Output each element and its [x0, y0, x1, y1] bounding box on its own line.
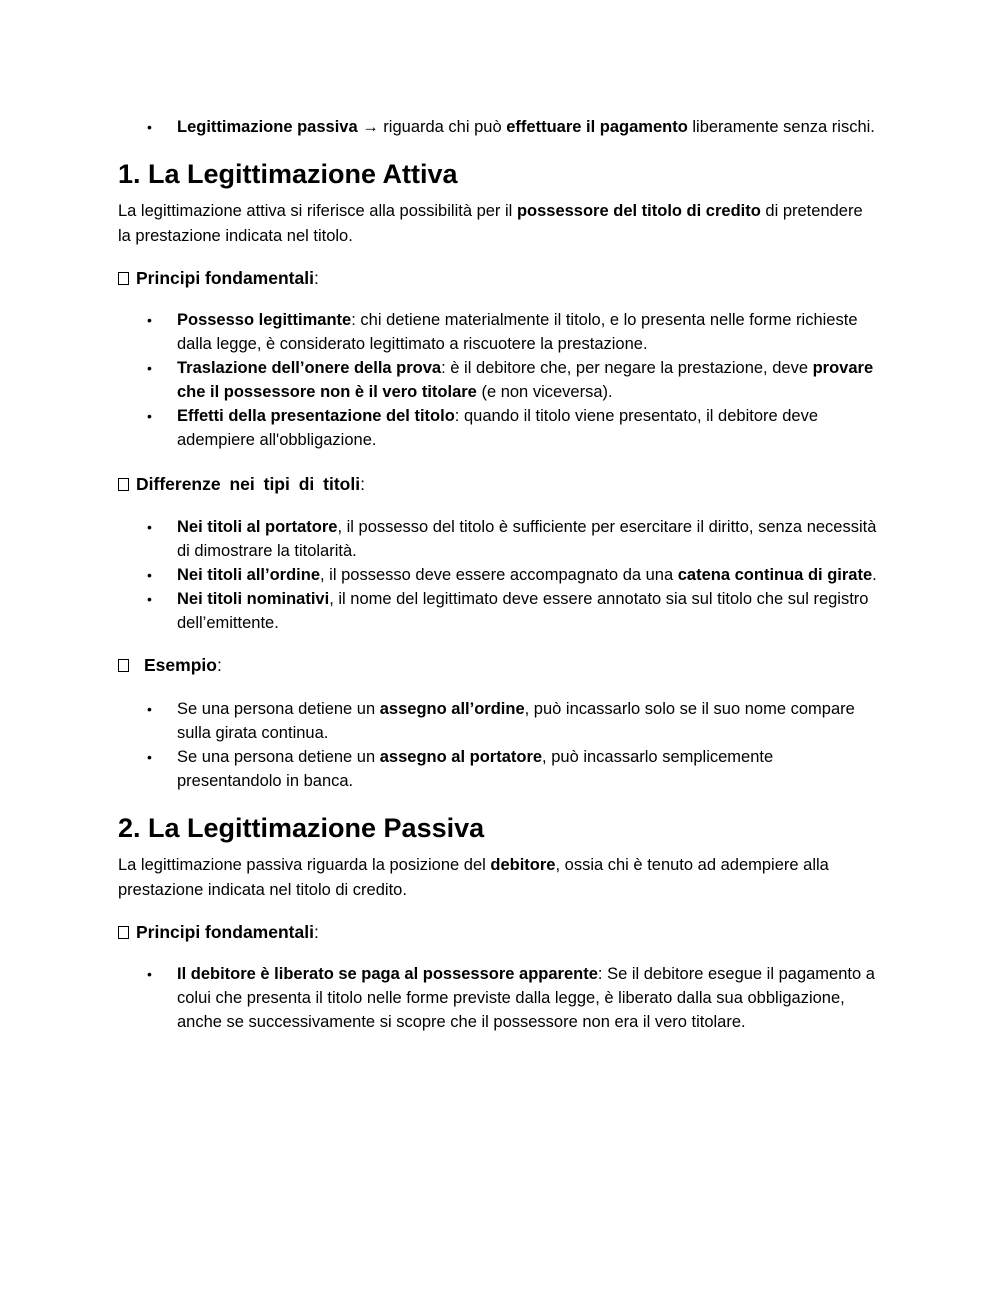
subheading-principi-passiva: Principi fondamentali: [118, 920, 880, 944]
text-run: , può incassarlo semplicemente presentandolo in banca. [177, 748, 774, 790]
text-run: , il possesso deve essere accompagnato da una [320, 566, 678, 584]
bullet-icon: • [147, 519, 152, 535]
principi-attiva-list [118, 308, 880, 452]
text-run: : quando il titolo viene presentato, il debitore deve adempiere all'obbligazione. [177, 407, 819, 449]
bold-text-run: Il debitore è liberato se paga al possessore apparente [177, 965, 598, 983]
bold-text-run: provare che il possessore non è il vero titolare [177, 359, 874, 401]
bullet-icon: • [147, 701, 152, 717]
bullet-icon: • [147, 567, 152, 583]
list-item [118, 587, 880, 635]
list-item [118, 115, 880, 139]
bold-text-run: effettuare il pagamento [506, 118, 688, 136]
esempio-list [118, 697, 880, 793]
section-intro-attiva [118, 199, 880, 248]
text-run: : Se il debitore esegue il pagamento a colui che presenta il titolo nelle forme previste dalla legge, è liberato dalla sua obbligazione, anche se successivamente si scopre che il possessore non era il vero titolare. [177, 965, 875, 1031]
bold-text-run: Effetti della presentazione del titolo [177, 407, 455, 425]
bold-text-run: Legittimazione passiva [177, 118, 358, 136]
bold-text-run: Possesso legittimante [177, 311, 352, 329]
bullet-icon: • [147, 966, 152, 982]
section-heading-passiva: 2. La Legittimazione Passiva [118, 813, 485, 843]
section-heading-attiva: 1. La Legittimazione Attiva [118, 159, 458, 189]
bold-text-run: Nei titoli al portatore [177, 518, 338, 536]
bullet-icon: • [147, 360, 152, 376]
document-body [118, 115, 880, 1034]
missing-glyph-icon [118, 478, 129, 491]
list-item [118, 515, 880, 563]
principi-passiva-list [118, 962, 880, 1034]
bullet-icon: • [147, 408, 152, 424]
text-run: : chi detiene materialmente il titolo, e lo presenta nelle forme richieste dalla legge, è considerato legittimato a riscuotere la prestazione. [177, 311, 858, 353]
text-run: di pretendere la prestazione indicata nel titolo. [118, 202, 863, 245]
bold-text-run: debitore [490, 856, 556, 874]
bold-text-run: possessore del titolo di credito [516, 202, 761, 220]
text-run: Se una persona detiene un [177, 748, 380, 766]
list-item [118, 404, 880, 452]
text-run: (e non viceversa). [476, 383, 613, 401]
differenze-list [118, 515, 880, 635]
list-item [118, 697, 880, 745]
missing-glyph-icon [118, 272, 129, 285]
text-run: → riguarda chi può [357, 118, 507, 136]
subheading-differenze: Differenze nei tipi di titoli: [118, 472, 880, 496]
text-run: La legittimazione attiva si riferisce alla possibilità per il [118, 202, 517, 220]
text-run: liberamente senza rischi. [687, 118, 875, 136]
text-run: : è il debitore che, per negare la prestazione, deve [441, 359, 813, 377]
list-item [118, 308, 880, 356]
missing-glyph-icon [118, 659, 129, 672]
bullet-icon: • [147, 119, 152, 135]
text-run: . [872, 566, 877, 584]
subheading-principi-attiva: Principi fondamentali: [118, 266, 880, 290]
text-run: , può incassarlo solo se il suo nome compare sulla girata continua. [177, 700, 855, 742]
list-item [118, 356, 880, 404]
list-item [118, 745, 880, 793]
subheading-esempio: Esempio: [118, 653, 880, 677]
bold-text-run: Nei titoli nominativi [177, 590, 330, 608]
text-run: Se una persona detiene un [177, 700, 380, 718]
bullet-icon: • [147, 312, 152, 328]
section-intro-passiva [118, 853, 880, 902]
text-run: La legittimazione passiva riguarda la posizione del [118, 856, 491, 874]
missing-glyph-icon [118, 926, 129, 939]
bold-text-run: assegno all’ordine [379, 700, 525, 718]
bold-text-run: Traslazione dell’onere della prova [177, 359, 442, 377]
bullet-icon: • [147, 591, 152, 607]
text-run: , il possesso del titolo è sufficiente per esercitare il diritto, senza necessità di dimostrare la titolarità. [177, 518, 877, 560]
text-run: , il nome del legittimato deve essere annotato sia sul titolo che sul registro dell’emittente. [177, 590, 869, 632]
intro-bullet-list [118, 115, 880, 139]
list-item [118, 563, 880, 587]
text-run: , ossia chi è tenuto ad adempiere alla prestazione indicata nel titolo di credito. [118, 856, 829, 899]
bold-text-run: assegno al portatore [379, 748, 543, 766]
list-item [118, 962, 880, 1034]
bold-text-run: catena continua di girate [677, 566, 873, 584]
bullet-icon: • [147, 749, 152, 765]
bold-text-run: Nei titoli all’ordine [177, 566, 321, 584]
